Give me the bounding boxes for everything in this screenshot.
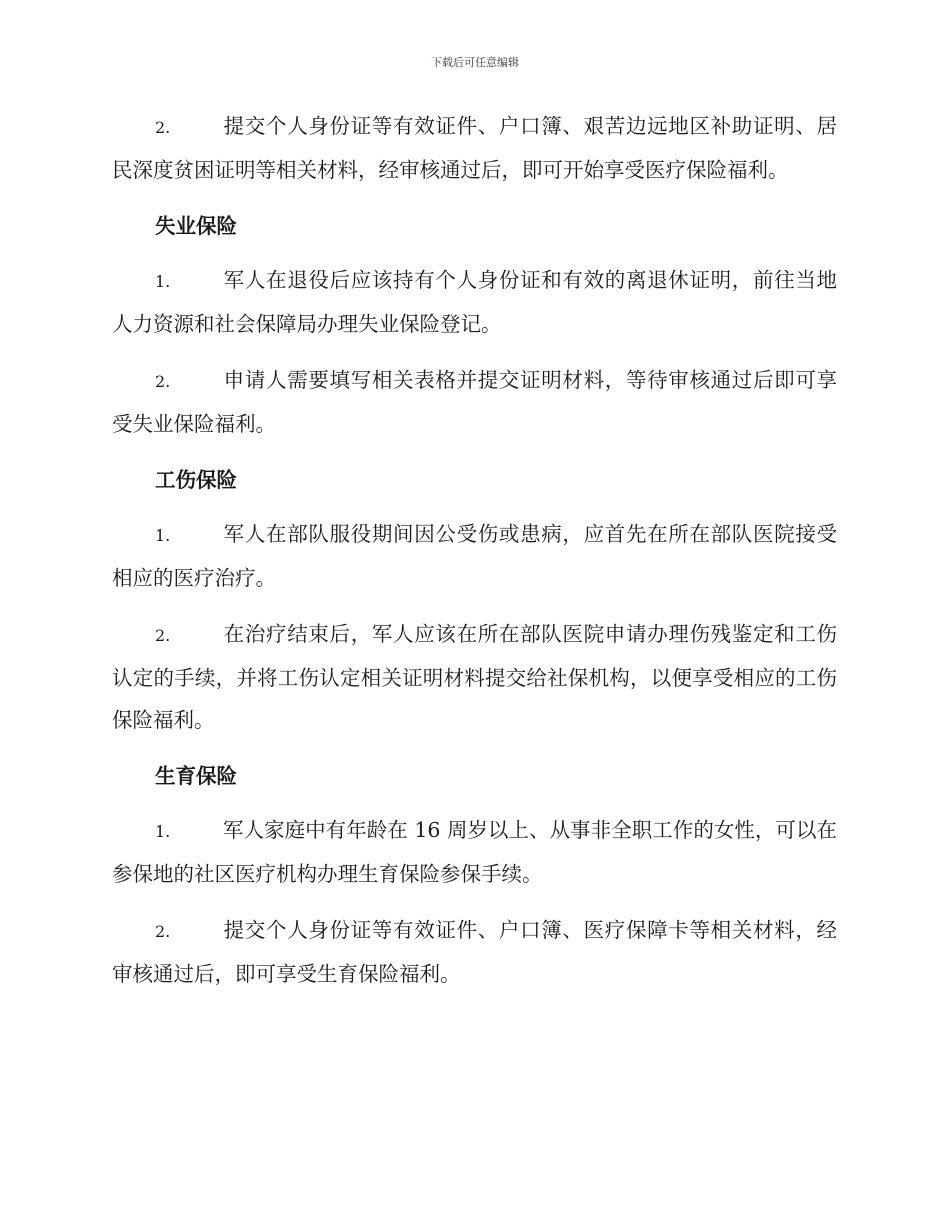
list-text: 军人在退役后应该持有个人身份证和有效的离退休证明，前往当地人力资源和社会保障局办理失业保险登记。 — [112, 268, 837, 336]
list-item — [112, 259, 837, 345]
list-text: 提交个人身份证等有效证件、户口簿、医疗保障卡等相关材料，经审核通过后，即可享受生育保险福利。 — [112, 918, 837, 986]
section-heading-work-injury: 工伤保险 — [155, 468, 237, 492]
list-text: 提交个人身份证等有效证件、户口簿、艰苦边远地区补助证明、居民深度贫困证明等相关材料，经审核通过后，即可开始享受医疗保险福利。 — [112, 114, 837, 182]
list-number: 2. — [155, 118, 171, 137]
list-item — [112, 909, 837, 995]
list-number: 2. — [155, 372, 171, 391]
section-heading-unemployment: 失业保险 — [155, 214, 237, 238]
list-item — [112, 513, 837, 599]
section-heading-maternity: 生育保险 — [155, 764, 237, 788]
list-number: 1. — [155, 526, 171, 545]
list-item — [112, 613, 837, 741]
list-text: 军人家庭中有年龄在 16 周岁以上、从事非全职工作的女性，可以在参保地的社区医疗机构办理生育保险参保手续。 — [112, 818, 837, 886]
list-number: 2. — [155, 922, 171, 941]
list-number: 1. — [155, 272, 171, 291]
page-header-note: 下载后可任意编辑 — [431, 56, 519, 69]
list-text: 申请人需要填写相关表格并提交证明材料，等待审核通过后即可享受失业保险福利。 — [112, 368, 837, 436]
list-text: 在治疗结束后，军人应该在所在部队医院申请办理伤残鉴定和工伤认定的手续，并将工伤认定相关证明材料提交给社保机构，以便享受相应的工伤保险福利。 — [112, 622, 837, 732]
list-text: 军人在部队服役期间因公受伤或患病，应首先在所在部队医院接受相应的医疗治疗。 — [112, 522, 837, 590]
list-item — [112, 105, 837, 191]
list-number: 1. — [155, 822, 171, 841]
list-item — [112, 809, 837, 895]
list-item — [112, 359, 837, 445]
document-body — [112, 105, 837, 1009]
list-number: 2. — [155, 626, 171, 645]
